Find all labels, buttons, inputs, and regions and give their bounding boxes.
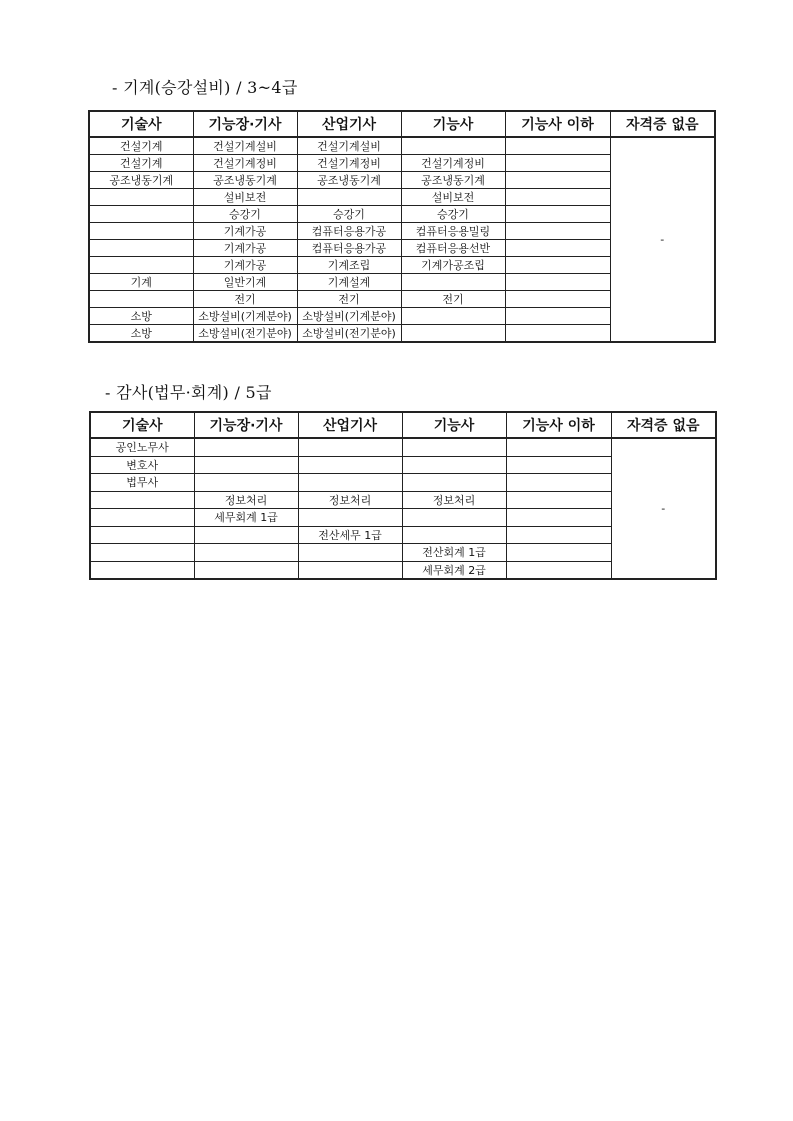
- table-cell: 컴퓨터응용선반: [401, 240, 505, 257]
- header-row: [90, 412, 716, 438]
- header-craftsman: 기능사: [401, 111, 505, 137]
- table-cell: 세무회계 1급: [194, 509, 298, 527]
- table-cell: 전기: [297, 291, 401, 308]
- table-cell: [505, 291, 610, 308]
- table-cell: [194, 561, 298, 579]
- table-cell: 공조냉동기계: [297, 172, 401, 189]
- table-cell: [194, 438, 298, 456]
- table-cell: [401, 325, 505, 343]
- table-cell: [506, 474, 611, 492]
- table-cell: [505, 206, 610, 223]
- table-cell: 기계가공조립: [401, 257, 505, 274]
- table-cell: [506, 456, 611, 474]
- table-row: [89, 137, 715, 155]
- table-cell: [402, 474, 506, 492]
- table-cell: 기계가공: [193, 257, 297, 274]
- table-cell: 소방설비(기계분야): [193, 308, 297, 325]
- table-cell: [505, 189, 610, 206]
- table-cell: [505, 308, 610, 325]
- table-cell: [506, 526, 611, 544]
- table-cell: 소방설비(전기분야): [297, 325, 401, 343]
- table-cell: [194, 474, 298, 492]
- table-cell: [194, 526, 298, 544]
- table-cell: [90, 509, 194, 527]
- header-row: [89, 111, 715, 137]
- header-below-craftsman: 기능사 이하: [505, 111, 610, 137]
- table-cell: 건설기계정비: [401, 155, 505, 172]
- table-cell: [298, 456, 402, 474]
- table-cell: [505, 240, 610, 257]
- table-cell: 전기: [193, 291, 297, 308]
- table-cell: 정보처리: [402, 491, 506, 509]
- table-cell: 법무사: [90, 474, 194, 492]
- table-cell: 공조냉동기계: [89, 172, 193, 189]
- table-cell: [506, 438, 611, 456]
- table-cell: [89, 206, 193, 223]
- table-cell: 소방설비(기계분야): [297, 308, 401, 325]
- qualification-table-machinery: [88, 110, 716, 343]
- section-title-machinery: - 기계(승강설비) / 3~4급: [112, 78, 298, 97]
- table-cell: 공조냉동기계: [193, 172, 297, 189]
- table-cell: 설비보전: [193, 189, 297, 206]
- header-master-engineer: 기능장·기사: [193, 111, 297, 137]
- table-cell: [402, 526, 506, 544]
- table-cell: [505, 172, 610, 189]
- table-cell: [194, 456, 298, 474]
- table-cell: [506, 544, 611, 562]
- table-cell: [506, 509, 611, 527]
- table-cell: [89, 291, 193, 308]
- table-row: [90, 438, 716, 456]
- table-cell: 일반기계: [193, 274, 297, 291]
- section-title-audit: - 감사(법무·회계) / 5급: [105, 383, 272, 402]
- table-cell: [401, 137, 505, 155]
- table-cell: [298, 474, 402, 492]
- table-cell: [401, 274, 505, 291]
- table-cell: 기계가공: [193, 240, 297, 257]
- table-cell: [505, 137, 610, 155]
- header-professional-engineer: 기술사: [90, 412, 194, 438]
- table-cell: 컴퓨터응용가공: [297, 223, 401, 240]
- table-cell: [297, 189, 401, 206]
- table-cell: 세무회계 2급: [402, 561, 506, 579]
- table-cell: [402, 438, 506, 456]
- table-cell: [90, 561, 194, 579]
- header-master-engineer: 기능장·기사: [194, 412, 298, 438]
- table-cell: [90, 491, 194, 509]
- table-cell: 승강기: [297, 206, 401, 223]
- header-no-license: 자격증 없음: [610, 111, 715, 137]
- table-cell: 소방: [89, 308, 193, 325]
- table-cell: [89, 240, 193, 257]
- table-cell: 정보처리: [298, 491, 402, 509]
- table-cell: 정보처리: [194, 491, 298, 509]
- table-cell: [402, 456, 506, 474]
- table-cell: [89, 189, 193, 206]
- table-cell: [298, 561, 402, 579]
- table-cell: [402, 509, 506, 527]
- table-cell: 전산회계 1급: [402, 544, 506, 562]
- table-cell: 건설기계정비: [193, 155, 297, 172]
- table-cell: [505, 257, 610, 274]
- table-cell: 기계: [89, 274, 193, 291]
- table-cell: [298, 438, 402, 456]
- table-cell: 공인노무사: [90, 438, 194, 456]
- table-cell: [90, 526, 194, 544]
- table-cell: 소방: [89, 325, 193, 343]
- table-cell: [506, 561, 611, 579]
- table-cell: 기계가공: [193, 223, 297, 240]
- table-cell: [298, 544, 402, 562]
- table-cell: 전산세무 1급: [298, 526, 402, 544]
- table-cell: [194, 544, 298, 562]
- table-cell: [401, 308, 505, 325]
- header-industrial-engineer: 산업기사: [298, 412, 402, 438]
- table-cell: [506, 491, 611, 509]
- table-cell: [505, 223, 610, 240]
- table-cell: 설비보전: [401, 189, 505, 206]
- table-cell: 승강기: [193, 206, 297, 223]
- table-cell: 기계조립: [297, 257, 401, 274]
- table-cell: 소방설비(전기분야): [193, 325, 297, 343]
- table-cell: 공조냉동기계: [401, 172, 505, 189]
- table-cell: [298, 509, 402, 527]
- table-cell: 기계설계: [297, 274, 401, 291]
- table-cell: 컴퓨터응용밀링: [401, 223, 505, 240]
- qualification-table-audit: [89, 411, 717, 580]
- table-cell: 전기: [401, 291, 505, 308]
- table-cell: [505, 155, 610, 172]
- table-cell: 승강기: [401, 206, 505, 223]
- header-professional-engineer: 기술사: [89, 111, 193, 137]
- table-cell: [505, 274, 610, 291]
- header-below-craftsman: 기능사 이하: [506, 412, 611, 438]
- table-cell: 건설기계: [89, 137, 193, 155]
- table-cell: 컴퓨터응용가공: [297, 240, 401, 257]
- table-cell: 건설기계정비: [297, 155, 401, 172]
- table-cell: 변호사: [90, 456, 194, 474]
- table-cell: 건설기계: [89, 155, 193, 172]
- table-cell: 건설기계설비: [297, 137, 401, 155]
- header-industrial-engineer: 산업기사: [297, 111, 401, 137]
- no-license-cell: -: [611, 438, 716, 579]
- no-license-cell: -: [610, 137, 715, 342]
- table-cell: [505, 325, 610, 343]
- table-cell: [89, 257, 193, 274]
- table-cell: 건설기계설비: [193, 137, 297, 155]
- table-cell: [90, 544, 194, 562]
- header-no-license: 자격증 없음: [611, 412, 716, 438]
- header-craftsman: 기능사: [402, 412, 506, 438]
- table-cell: [89, 223, 193, 240]
